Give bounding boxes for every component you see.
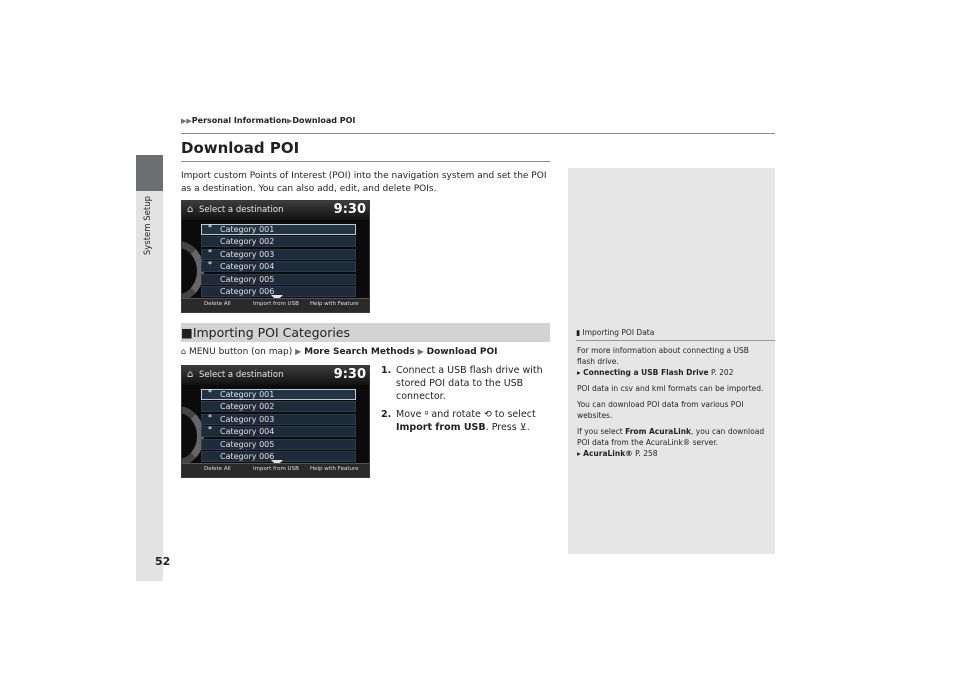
menu-path-start: MENU button (on map) <box>188 347 293 357</box>
step-item <box>381 408 556 434</box>
category-item: Category 006 <box>201 451 356 462</box>
step-bold-text: Import from USB <box>396 422 486 433</box>
help-with-feature-button: Help with Feature <box>310 466 359 472</box>
side-note-panel <box>568 168 775 554</box>
section-tab-marker <box>136 155 163 191</box>
menu-path <box>181 347 497 357</box>
home-icon: ⌂ <box>187 204 194 215</box>
note-paragraph: If you select From AcuraLink, you can download POI data from the AcuraLink® server. ▸ AcuraLink® P. 258 <box>577 427 765 458</box>
category-item: Category 006 <box>201 286 356 297</box>
import-from-usb-button: Import from USB <box>253 466 299 472</box>
nav-screen-image <box>181 365 370 478</box>
flag-icon: * <box>208 425 212 434</box>
menu-path-item-more-search-methods: More Search Methods <box>304 347 415 357</box>
screen-title: Select a destination <box>199 370 284 380</box>
step-text: to select <box>491 409 536 420</box>
step-item <box>381 364 556 403</box>
flag-icon: * <box>208 413 212 422</box>
category-item: * Category 001 <box>201 224 356 235</box>
category-item: Category 002 <box>201 401 356 412</box>
step-text: Connect a USB flash drive with stored POI data to the USB connector. <box>396 365 543 402</box>
home-icon: ⌂ <box>187 369 194 380</box>
header-rule <box>181 133 775 134</box>
intro-paragraph: Import custom Points of Interest (POI) into the navigation system and set the POI as a destination. You can also add, edit, and delete POIs. <box>181 171 547 194</box>
rotate-knob-icon: ⟲ <box>483 409 492 420</box>
category-item: * Category 003 <box>201 249 356 260</box>
note-body <box>577 345 769 464</box>
note-link-usb[interactable]: Connecting a USB Flash Drive <box>583 368 709 377</box>
note-rule <box>576 340 775 341</box>
breadcrumb-arrow-icon: ▶▶ <box>181 117 192 125</box>
category-item: * Category 004 <box>201 426 356 437</box>
breadcrumb <box>181 116 355 125</box>
category-item: Category 002 <box>201 236 356 247</box>
category-item: * Category 003 <box>201 414 356 425</box>
menu-button-icon: ⌂ <box>181 347 187 356</box>
press-knob-icon: ⊻ <box>519 422 527 433</box>
screen-title: Select a destination <box>199 205 284 215</box>
page-title: Download POI <box>181 139 300 157</box>
section-heading <box>181 323 550 342</box>
step-number: 2. <box>381 409 392 420</box>
step-text: . Press <box>485 422 520 433</box>
flag-icon: * <box>208 388 212 397</box>
title-rule <box>181 161 550 162</box>
nav-screen-image <box>181 200 370 313</box>
screen-clock: 9:30 <box>333 202 366 217</box>
flag-icon: * <box>208 248 212 257</box>
note-ref-icon: ▮ <box>576 328 581 337</box>
section-bullet-icon: ■ <box>181 325 193 340</box>
help-with-feature-button: Help with Feature <box>310 301 359 307</box>
flag-icon: * <box>208 260 212 269</box>
path-arrow-icon: ▶ <box>417 347 424 356</box>
link-arrow-icon: ▸ <box>577 449 581 458</box>
step-text: . <box>526 422 530 433</box>
import-from-usb-button: Import from USB <box>253 301 299 307</box>
screen-button-bar <box>182 298 369 312</box>
breadcrumb-arrow-icon: ▶ <box>286 117 293 125</box>
move-joystick-icon: ᵍ <box>424 409 429 420</box>
menu-path-item-download-poi: Download POI <box>426 347 498 357</box>
note-paragraph: POI data in csv and kml formats can be imported. <box>577 384 764 393</box>
screen-clock: 9:30 <box>333 367 366 382</box>
delete-all-button: Delete All <box>204 301 231 307</box>
category-item: * Category 004 <box>201 261 356 272</box>
note-heading: ▮ Importing POI Data <box>576 328 655 337</box>
page-number: 52 <box>155 555 171 568</box>
note-link-acuralink[interactable]: AcuraLink® <box>583 449 633 458</box>
delete-all-button: Delete All <box>204 466 231 472</box>
step-number: 1. <box>381 365 392 376</box>
step-text: and rotate <box>428 409 484 420</box>
flag-icon: * <box>208 223 212 232</box>
screen-button-bar <box>182 463 369 477</box>
breadcrumb-item-personal-information[interactable]: Personal Information <box>191 116 287 125</box>
note-paragraph: For more information about connecting a USB flash drive. ▸ Connecting a USB Flash Drive P. 202 <box>577 346 749 377</box>
section-heading-text: Importing POI Categories <box>192 325 351 340</box>
category-item: Category 005 <box>201 274 356 285</box>
note-paragraph: You can download POI data from various POI websites. <box>577 400 744 420</box>
category-item: Category 005 <box>201 439 356 450</box>
breadcrumb-item-download-poi[interactable]: Download POI <box>292 116 356 125</box>
category-item: * Category 001 <box>201 389 356 400</box>
sidebar-label: System Setup <box>143 196 153 256</box>
path-arrow-icon: ▶ <box>295 347 302 356</box>
link-arrow-icon: ▸ <box>577 368 581 377</box>
step-text: Move <box>396 409 425 420</box>
steps-list <box>381 364 556 439</box>
